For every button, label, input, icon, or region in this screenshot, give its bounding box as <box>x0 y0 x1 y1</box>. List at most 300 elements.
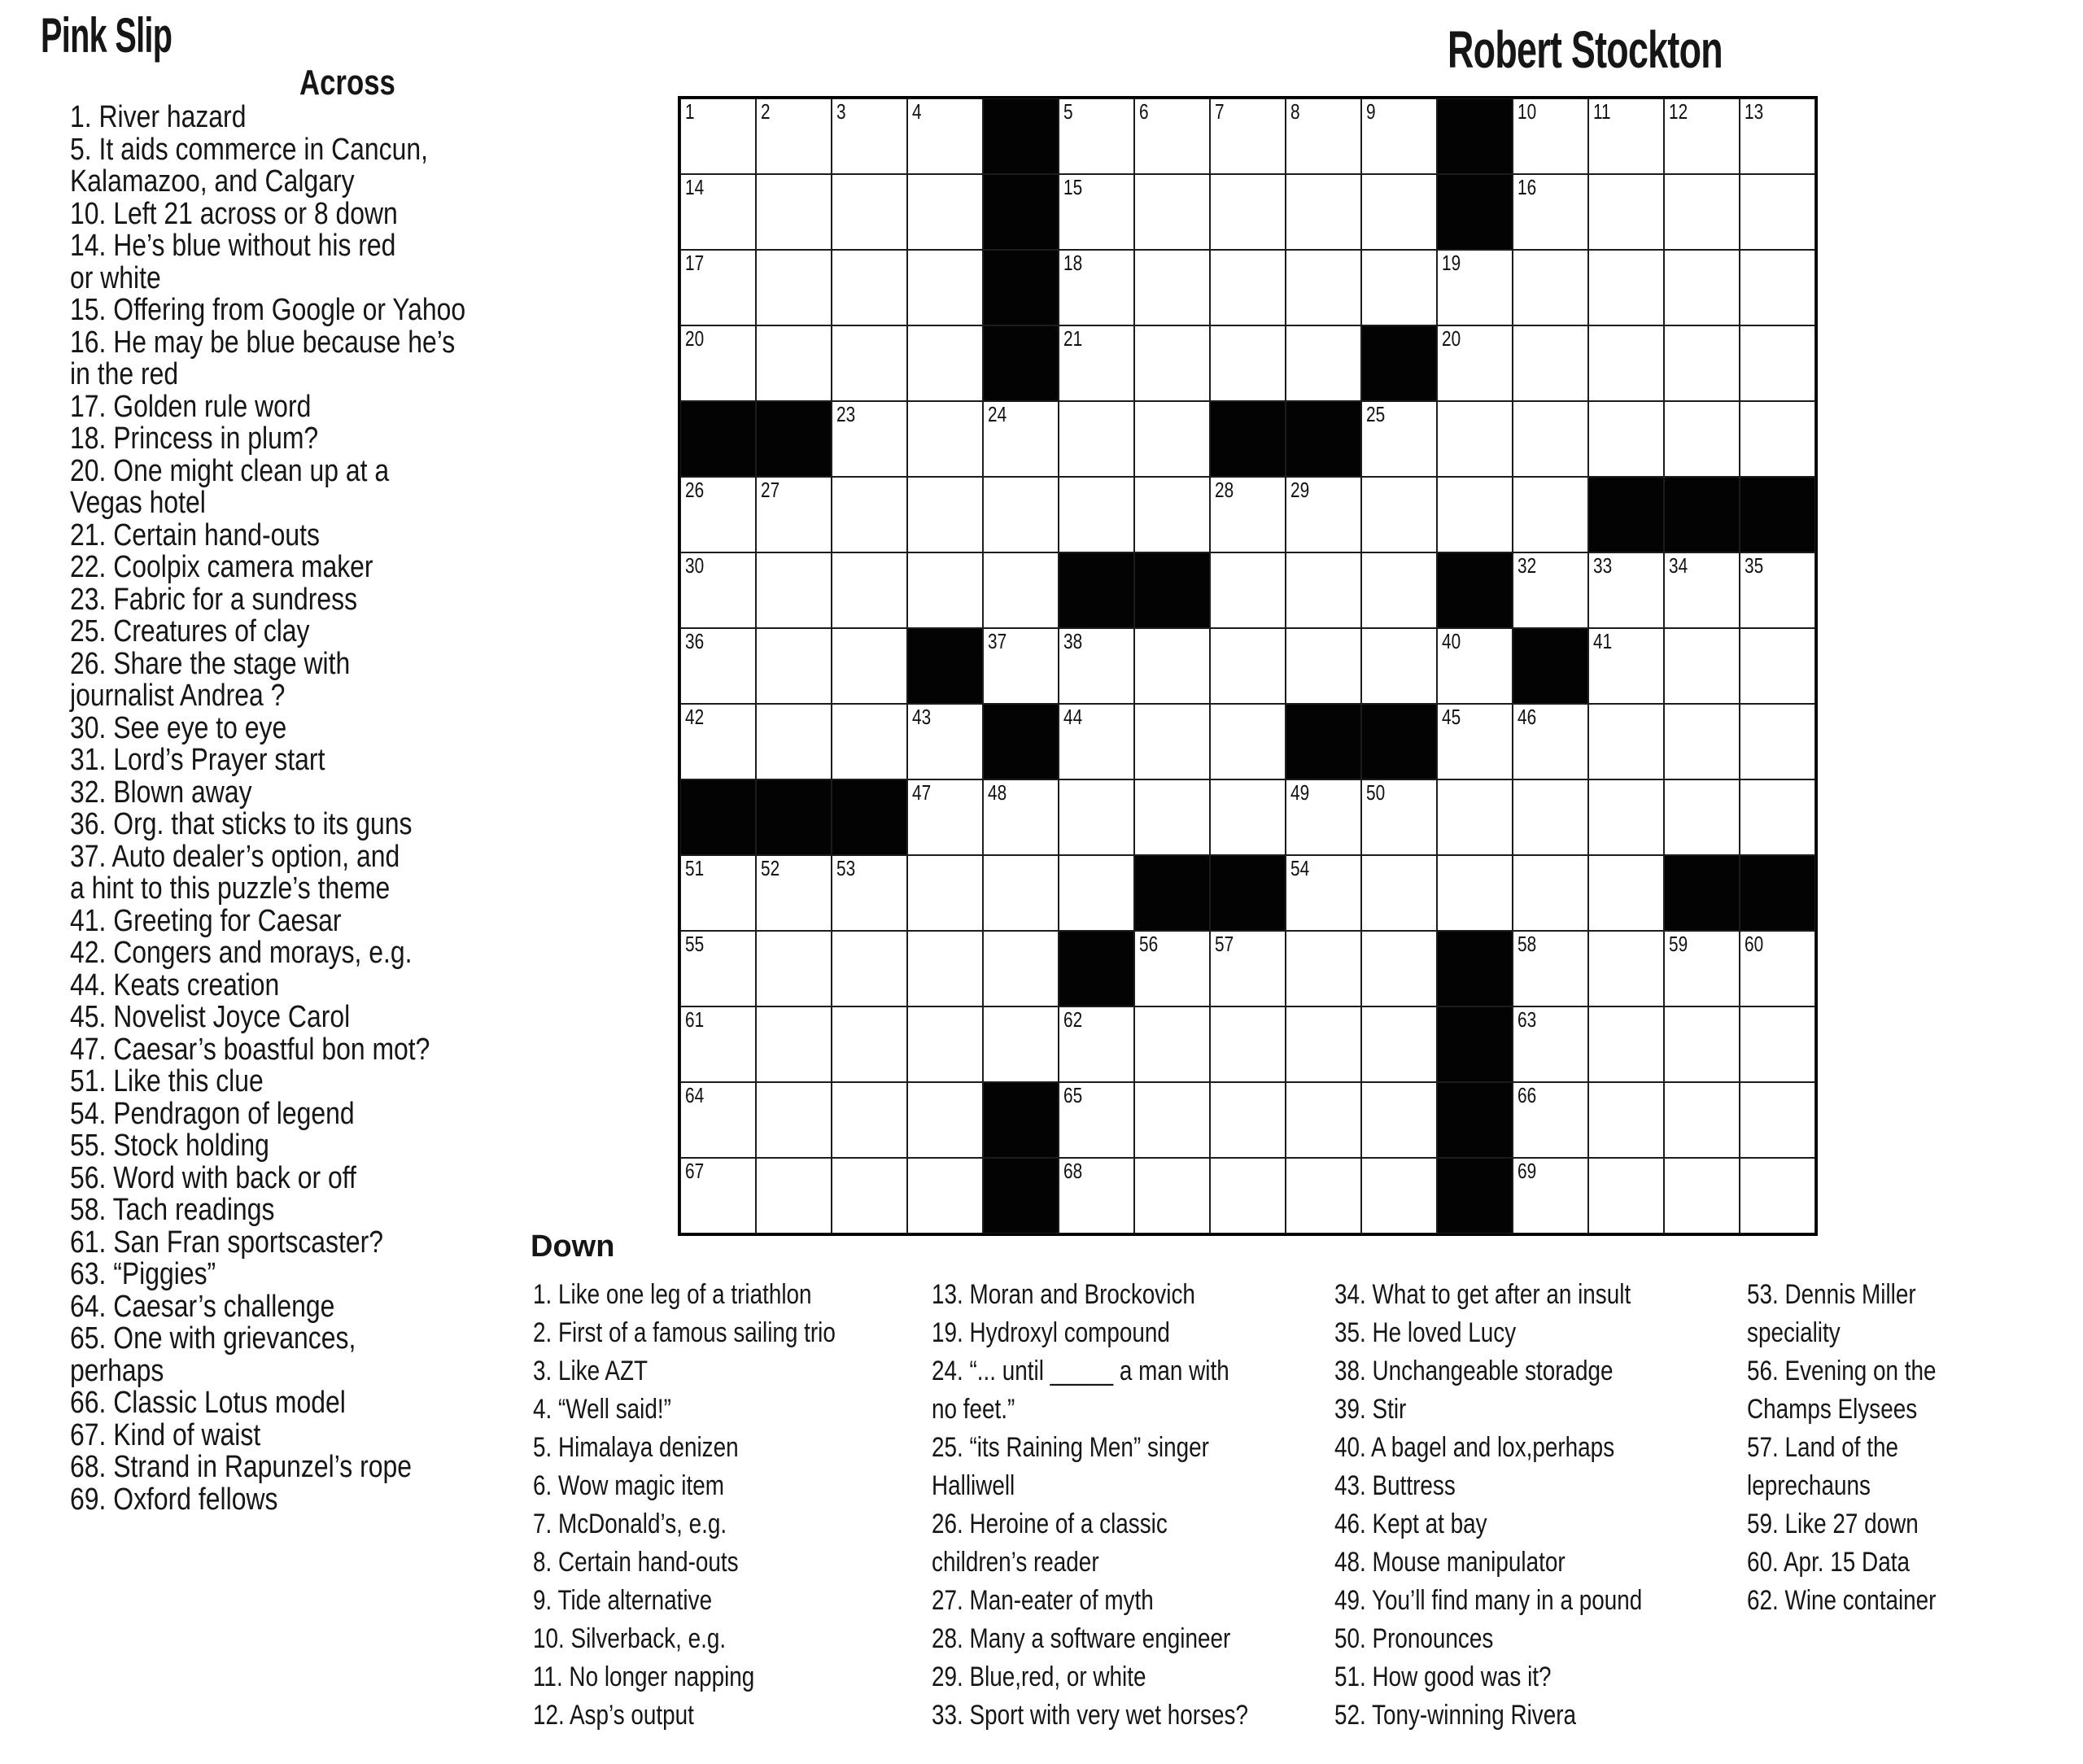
grid-cell[interactable] <box>1361 1158 1437 1233</box>
grid-cell[interactable] <box>1740 250 1815 325</box>
grid-cell[interactable] <box>1664 704 1740 779</box>
across-clue-line: 10. Left 21 across or 8 down <box>70 196 398 231</box>
grid-cell[interactable] <box>1361 779 1437 855</box>
grid-cell[interactable] <box>756 704 832 779</box>
grid-cell-black <box>1588 477 1664 552</box>
grid-cell[interactable] <box>1664 1158 1740 1233</box>
grid-cell[interactable] <box>756 174 832 250</box>
grid-cell[interactable] <box>907 1158 983 1233</box>
puzzle-author: Robert Stockton <box>1448 20 1723 79</box>
grid-cell-number: 15 <box>1063 175 1083 199</box>
down-section-header: Down <box>531 1229 615 1264</box>
grid-cell-black <box>1134 552 1210 628</box>
grid-cell[interactable] <box>1513 250 1588 325</box>
grid-cell[interactable] <box>1513 931 1588 1006</box>
grid-cell[interactable] <box>983 628 1059 704</box>
down-clue-line: 25. “its Raining Men” singer <box>932 1432 1209 1463</box>
grid-cell[interactable] <box>1664 401 1740 477</box>
grid-cell[interactable] <box>1664 552 1740 628</box>
grid-cell-black <box>1286 704 1361 779</box>
across-clue-line: 67. Kind of waist <box>70 1417 261 1452</box>
across-clue-line: 55. Stock holding <box>70 1129 269 1163</box>
grid-cell[interactable] <box>907 325 983 401</box>
grid-cell-black <box>983 250 1059 325</box>
grid-cell-number: 29 <box>1290 478 1310 502</box>
grid-cell[interactable] <box>1513 1082 1588 1158</box>
across-clue-line: or white <box>70 260 161 295</box>
grid-cell[interactable] <box>1361 401 1437 477</box>
grid-cell[interactable] <box>1361 250 1437 325</box>
grid-cell[interactable] <box>1588 628 1664 704</box>
grid-cell[interactable] <box>907 250 983 325</box>
down-clue-line: 35. He loved Lucy <box>1334 1317 1517 1348</box>
grid-cell[interactable] <box>680 250 756 325</box>
grid-cell-number: 64 <box>685 1083 705 1107</box>
down-clue-line: speciality <box>1747 1317 1841 1348</box>
grid-cell[interactable] <box>832 931 907 1006</box>
grid-cell[interactable] <box>907 704 983 779</box>
grid-cell[interactable] <box>1210 1158 1286 1233</box>
grid-cell[interactable] <box>1210 628 1286 704</box>
down-clue-line: 10. Silverback, e.g. <box>533 1623 727 1654</box>
grid-cell[interactable] <box>1210 552 1286 628</box>
grid-cell[interactable] <box>832 477 907 552</box>
grid-cell[interactable] <box>832 704 907 779</box>
grid-cell[interactable] <box>1059 704 1134 779</box>
grid-cell[interactable] <box>1286 552 1361 628</box>
grid-cell[interactable] <box>1361 174 1437 250</box>
grid-cell[interactable] <box>1134 1082 1210 1158</box>
grid-cell[interactable] <box>832 98 907 174</box>
grid-cell[interactable] <box>1286 325 1361 401</box>
grid-cell[interactable] <box>832 325 907 401</box>
grid-cell[interactable] <box>680 628 756 704</box>
grid-cell[interactable] <box>1588 855 1664 931</box>
grid-cell[interactable] <box>1210 174 1286 250</box>
grid-cell[interactable] <box>1210 1082 1286 1158</box>
grid-cell[interactable] <box>1210 98 1286 174</box>
grid-cell-number: 3 <box>836 99 846 124</box>
grid-cell-number: 41 <box>1593 629 1613 653</box>
grid-cell[interactable] <box>1286 931 1361 1006</box>
grid-cell[interactable] <box>1740 628 1815 704</box>
grid-cell[interactable] <box>983 855 1059 931</box>
grid-cell[interactable] <box>1588 552 1664 628</box>
grid-cell[interactable] <box>1740 98 1815 174</box>
grid-cell-black <box>680 401 756 477</box>
grid-cell[interactable] <box>680 704 756 779</box>
grid-cell[interactable] <box>1513 98 1588 174</box>
grid-cell[interactable] <box>1588 98 1664 174</box>
grid-cell[interactable] <box>756 1082 832 1158</box>
grid-cell-black <box>983 325 1059 401</box>
grid-cell-number: 51 <box>685 856 705 880</box>
down-clue-line: 43. Buttress <box>1334 1470 1456 1501</box>
grid-cell[interactable] <box>1286 174 1361 250</box>
grid-cell-number: 59 <box>1669 932 1688 956</box>
grid-cell-number: 1 <box>685 99 695 124</box>
down-clue-line: Champs Elysees <box>1747 1394 1918 1425</box>
grid-cell[interactable] <box>756 1158 832 1233</box>
grid-cell-black <box>1437 98 1513 174</box>
grid-cell[interactable] <box>1361 628 1437 704</box>
across-clue-line: 37. Auto dealer’s option, and <box>70 839 400 874</box>
grid-cell[interactable] <box>832 855 907 931</box>
grid-cell[interactable] <box>907 98 983 174</box>
grid-cell[interactable] <box>1286 628 1361 704</box>
grid-cell[interactable] <box>680 98 756 174</box>
across-clue-line: 45. Novelist Joyce Carol <box>70 1000 351 1034</box>
grid-cell-black <box>1740 477 1815 552</box>
grid-cell[interactable] <box>832 552 907 628</box>
grid-cell-number: 10 <box>1517 99 1537 124</box>
down-clue-line: 33. Sport with very wet horses? <box>932 1700 1248 1731</box>
grid-cell-number: 20 <box>685 326 705 351</box>
across-clue-line: 18. Princess in plum? <box>70 421 319 456</box>
grid-cell[interactable] <box>1740 704 1815 779</box>
grid-cell[interactable] <box>1664 250 1740 325</box>
grid-cell[interactable] <box>1513 1006 1588 1082</box>
across-clue-line: 51. Like this clue <box>70 1064 264 1098</box>
grid-cell[interactable] <box>1437 401 1513 477</box>
grid-cell[interactable] <box>1210 477 1286 552</box>
grid-cell[interactable] <box>1664 325 1740 401</box>
grid-cell[interactable] <box>680 855 756 931</box>
grid-cell[interactable] <box>1513 704 1588 779</box>
grid-cell[interactable] <box>983 1006 1059 1082</box>
across-clue-line: 69. Oxford fellows <box>70 1482 278 1517</box>
grid-cell[interactable] <box>1513 1158 1588 1233</box>
grid-cell[interactable] <box>1286 477 1361 552</box>
grid-cell-black <box>1134 855 1210 931</box>
grid-cell[interactable] <box>680 174 756 250</box>
grid-cell[interactable] <box>1437 855 1513 931</box>
grid-cell[interactable] <box>1286 1158 1361 1233</box>
grid-cell[interactable] <box>1361 477 1437 552</box>
down-clue-line: 52. Tony-winning Rivera <box>1334 1700 1577 1731</box>
across-clue-line: 54. Pendragon of legend <box>70 1096 355 1131</box>
grid-cell[interactable] <box>680 325 756 401</box>
grid-cell-black <box>1210 401 1286 477</box>
grid-cell-number: 27 <box>761 478 780 502</box>
grid-cell[interactable] <box>1740 931 1815 1006</box>
across-clue-line: 31. Lord’s Prayer start <box>70 743 325 777</box>
grid-cell[interactable] <box>1740 779 1815 855</box>
grid-cell[interactable] <box>1588 1082 1664 1158</box>
grid-cell[interactable] <box>1740 401 1815 477</box>
down-clue-line: 56. Evening on the <box>1747 1356 1937 1386</box>
down-clue-line: 2. First of a famous sailing trio <box>533 1317 836 1348</box>
across-clue-line: Vegas hotel <box>70 486 206 520</box>
grid-cell[interactable] <box>832 1082 907 1158</box>
grid-cell[interactable] <box>756 552 832 628</box>
grid-cell[interactable] <box>832 250 907 325</box>
grid-cell[interactable] <box>1134 401 1210 477</box>
grid-cell[interactable] <box>1210 779 1286 855</box>
grid-cell[interactable] <box>983 779 1059 855</box>
grid-cell[interactable] <box>1286 855 1361 931</box>
grid-cell[interactable] <box>1361 98 1437 174</box>
grid-cell[interactable] <box>1134 779 1210 855</box>
grid-cell[interactable] <box>1059 855 1134 931</box>
grid-cell[interactable] <box>1286 98 1361 174</box>
grid-cell-number: 58 <box>1517 932 1537 956</box>
grid-cell-number: 12 <box>1669 99 1688 124</box>
grid-cell[interactable] <box>1134 704 1210 779</box>
grid-cell[interactable] <box>1361 855 1437 931</box>
grid-cell[interactable] <box>1286 1006 1361 1082</box>
grid-cell-black <box>983 174 1059 250</box>
grid-cell[interactable] <box>1361 552 1437 628</box>
grid-cell[interactable] <box>1437 779 1513 855</box>
across-clue-line: 63. “Piggies” <box>70 1257 216 1291</box>
grid-cell[interactable] <box>1740 1006 1815 1082</box>
grid-cell-number: 61 <box>685 1007 705 1032</box>
grid-cell[interactable] <box>1588 174 1664 250</box>
grid-cell[interactable] <box>1588 1006 1664 1082</box>
grid-cell[interactable] <box>1134 1006 1210 1082</box>
across-clue-line: 26. Share the stage with <box>70 646 351 681</box>
grid-cell-black <box>1740 855 1815 931</box>
grid-cell-number: 5 <box>1063 99 1073 124</box>
grid-cell[interactable] <box>1361 931 1437 1006</box>
grid-cell[interactable] <box>680 1158 756 1233</box>
grid-cell[interactable] <box>1134 931 1210 1006</box>
grid-cell[interactable] <box>1664 174 1740 250</box>
grid-cell[interactable] <box>832 628 907 704</box>
grid-cell-number: 34 <box>1669 553 1688 578</box>
grid-cell-number: 23 <box>836 402 856 426</box>
across-clue-line: 42. Congers and morays, e.g. <box>70 936 413 970</box>
grid-cell[interactable] <box>1664 1006 1740 1082</box>
grid-cell[interactable] <box>1664 779 1740 855</box>
grid-cell[interactable] <box>1513 325 1588 401</box>
grid-cell-number: 68 <box>1063 1159 1083 1183</box>
grid-cell[interactable] <box>1059 477 1134 552</box>
grid-cell[interactable] <box>1664 1082 1740 1158</box>
grid-cell[interactable] <box>907 174 983 250</box>
grid-cell[interactable] <box>832 1158 907 1233</box>
grid-cell-number: 13 <box>1745 99 1764 124</box>
grid-cell[interactable] <box>1286 779 1361 855</box>
grid-cell-number: 50 <box>1366 780 1386 805</box>
across-clue-line: 32. Blown away <box>70 775 252 810</box>
grid-cell-black <box>1059 552 1134 628</box>
grid-cell-black <box>1361 704 1437 779</box>
grid-cell[interactable] <box>983 931 1059 1006</box>
grid-cell[interactable] <box>756 931 832 1006</box>
grid-cell-number: 30 <box>685 553 705 578</box>
grid-cell[interactable] <box>1210 325 1286 401</box>
grid-cell[interactable] <box>1210 250 1286 325</box>
grid-cell[interactable] <box>832 1006 907 1082</box>
down-clue-line: 6. Wow magic item <box>533 1470 724 1501</box>
grid-cell-number: 63 <box>1517 1007 1537 1032</box>
grid-cell-number: 47 <box>912 780 932 805</box>
across-clue-line: a hint to this puzzle’s theme <box>70 871 391 906</box>
across-clue-list <box>70 102 541 1516</box>
down-clue-line: 13. Moran and Brockovich <box>932 1279 1195 1310</box>
grid-cell[interactable] <box>1588 1158 1664 1233</box>
grid-cell-number: 26 <box>685 478 705 502</box>
grid-cell[interactable] <box>1210 931 1286 1006</box>
across-clue-line: 23. Fabric for a sundress <box>70 582 358 617</box>
grid-cell-number: 62 <box>1063 1007 1083 1032</box>
grid-cell-number: 55 <box>685 932 705 956</box>
grid-cell-number: 45 <box>1442 705 1461 729</box>
grid-cell[interactable] <box>1664 98 1740 174</box>
grid-cell[interactable] <box>1361 1006 1437 1082</box>
grid-cell-number: 7 <box>1215 99 1225 124</box>
grid-cell-number: 52 <box>761 856 780 880</box>
grid-cell[interactable] <box>1134 477 1210 552</box>
grid-cell[interactable] <box>907 1006 983 1082</box>
grid-cell-black <box>983 1082 1059 1158</box>
grid-cell[interactable] <box>1437 325 1513 401</box>
grid-cell-number: 54 <box>1290 856 1310 880</box>
across-clue-line: 41. Greeting for Caesar <box>70 903 342 938</box>
down-clue-line: 1. Like one leg of a triathlon <box>533 1279 812 1310</box>
grid-cell[interactable] <box>1437 250 1513 325</box>
grid-cell[interactable] <box>1059 98 1134 174</box>
grid-cell-number: 46 <box>1517 705 1537 729</box>
grid-cell[interactable] <box>680 1006 756 1082</box>
grid-cell-black <box>983 98 1059 174</box>
grid-cell[interactable] <box>1588 250 1664 325</box>
grid-cell[interactable] <box>1059 1006 1134 1082</box>
grid-cell[interactable] <box>1588 779 1664 855</box>
grid-cell[interactable] <box>756 628 832 704</box>
grid-cell[interactable] <box>1513 552 1588 628</box>
grid-cell[interactable] <box>1059 250 1134 325</box>
across-clue-line: 68. Strand in Rapunzel’s rope <box>70 1450 412 1484</box>
grid-cell[interactable] <box>1210 704 1286 779</box>
grid-cell[interactable] <box>1059 1082 1134 1158</box>
grid-cell[interactable] <box>907 477 983 552</box>
grid-cell[interactable] <box>1134 250 1210 325</box>
grid-cell[interactable] <box>1740 325 1815 401</box>
grid-cell[interactable] <box>756 1006 832 1082</box>
grid-cell[interactable] <box>907 401 983 477</box>
grid-cell[interactable] <box>1134 628 1210 704</box>
grid-cell[interactable] <box>907 931 983 1006</box>
grid-cell-number: 42 <box>685 705 705 729</box>
grid-cell-number: 33 <box>1593 553 1613 578</box>
across-clue-line: 61. San Fran sportscaster? <box>70 1225 384 1260</box>
across-clue-line: 20. One might clean up at a <box>70 453 390 488</box>
grid-cell[interactable] <box>907 1082 983 1158</box>
grid-cell[interactable] <box>1059 628 1134 704</box>
grid-cell-black <box>680 779 756 855</box>
grid-cell[interactable] <box>1740 174 1815 250</box>
grid-cell[interactable] <box>907 855 983 931</box>
down-clue-line: 34. What to get after an insult <box>1334 1279 1631 1310</box>
grid-cell-black <box>1210 855 1286 931</box>
grid-cell[interactable] <box>680 552 756 628</box>
grid-cell[interactable] <box>907 779 983 855</box>
grid-cell[interactable] <box>680 931 756 1006</box>
grid-cell[interactable] <box>1134 98 1210 174</box>
grid-cell[interactable] <box>983 477 1059 552</box>
down-clue-line: 4. “Well said!” <box>533 1394 671 1425</box>
grid-cell[interactable] <box>1210 1006 1286 1082</box>
grid-cell[interactable] <box>1588 401 1664 477</box>
grid-cell[interactable] <box>756 250 832 325</box>
grid-cell[interactable] <box>1588 704 1664 779</box>
grid-cell[interactable] <box>1513 477 1588 552</box>
grid-cell[interactable] <box>1664 931 1740 1006</box>
grid-cell-number: 60 <box>1745 932 1764 956</box>
grid-cell[interactable] <box>1059 174 1134 250</box>
grid-cell[interactable] <box>1588 325 1664 401</box>
grid-cell[interactable] <box>983 552 1059 628</box>
grid-cell[interactable] <box>756 855 832 931</box>
grid-cell[interactable] <box>1286 1082 1361 1158</box>
grid-cell[interactable] <box>1437 628 1513 704</box>
grid-cell[interactable] <box>680 1082 756 1158</box>
grid-cell-number: 6 <box>1139 99 1149 124</box>
across-clue-line: in the red <box>70 357 179 391</box>
grid-cell-number: 49 <box>1290 780 1310 805</box>
grid-cell-number: 21 <box>1063 326 1083 351</box>
grid-cell[interactable] <box>1664 628 1740 704</box>
grid-cell-black <box>1437 931 1513 1006</box>
down-clue-line: 28. Many a software engineer <box>932 1623 1231 1654</box>
grid-cell[interactable] <box>832 401 907 477</box>
grid-cell[interactable] <box>1513 401 1588 477</box>
grid-cell[interactable] <box>1740 552 1815 628</box>
grid-cell[interactable] <box>983 401 1059 477</box>
across-clue-line: 56. Word with back or off <box>70 1160 356 1195</box>
grid-cell[interactable] <box>756 98 832 174</box>
down-clue-line: 60. Apr. 15 Data <box>1747 1547 1910 1578</box>
grid-cell[interactable] <box>1513 779 1588 855</box>
grid-cell-number: 16 <box>1517 175 1537 199</box>
grid-cell[interactable] <box>1059 401 1134 477</box>
grid-cell[interactable] <box>1437 477 1513 552</box>
grid-cell-number: 56 <box>1139 932 1159 956</box>
grid-cell[interactable] <box>1588 931 1664 1006</box>
grid-cell[interactable] <box>1059 779 1134 855</box>
grid-cell[interactable] <box>1740 1158 1815 1233</box>
down-clue-line: 26. Heroine of a classic <box>932 1509 1168 1539</box>
grid-cell[interactable] <box>1134 325 1210 401</box>
grid-cell-black <box>1664 855 1740 931</box>
across-clue-line: 5. It aids commerce in Cancun, <box>70 132 428 167</box>
grid-cell[interactable] <box>680 477 756 552</box>
grid-cell[interactable] <box>1361 1082 1437 1158</box>
across-clue-line: 64. Caesar’s challenge <box>70 1289 335 1324</box>
grid-cell-number: 66 <box>1517 1083 1537 1107</box>
grid-cell[interactable] <box>756 477 832 552</box>
grid-cell[interactable] <box>1286 250 1361 325</box>
grid-cell[interactable] <box>907 552 983 628</box>
grid-cell-number: 38 <box>1063 629 1083 653</box>
grid-cell[interactable] <box>1513 855 1588 931</box>
grid-cell-number: 25 <box>1366 402 1386 426</box>
across-clue-line: 65. One with grievances, <box>70 1321 356 1356</box>
grid-cell[interactable] <box>1134 174 1210 250</box>
grid-cell[interactable] <box>756 325 832 401</box>
grid-cell[interactable] <box>1059 1158 1134 1233</box>
grid-cell[interactable] <box>1437 704 1513 779</box>
grid-cell-number: 20 <box>1442 326 1461 351</box>
grid-cell[interactable] <box>1513 174 1588 250</box>
grid-cell[interactable] <box>832 174 907 250</box>
grid-cell[interactable] <box>1740 1082 1815 1158</box>
grid-cell[interactable] <box>1059 325 1134 401</box>
grid-cell[interactable] <box>1134 1158 1210 1233</box>
